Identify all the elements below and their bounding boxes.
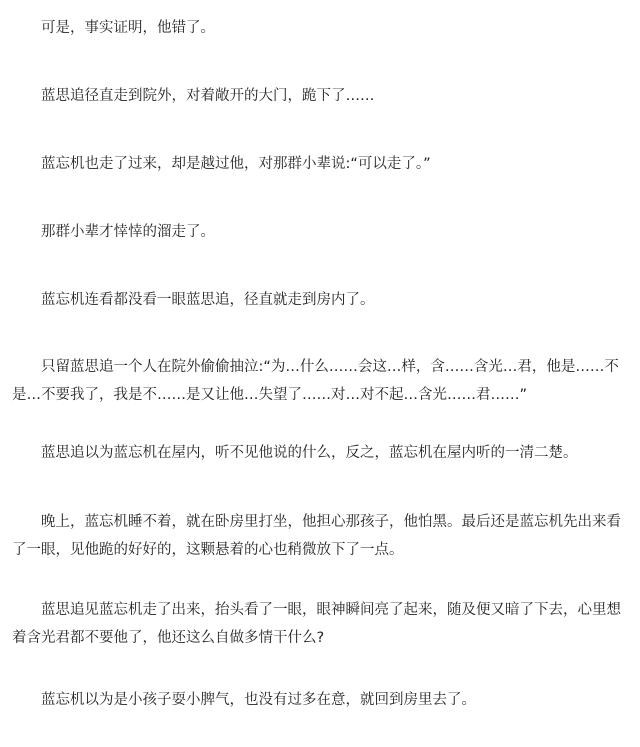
paragraph: 只留蓝思追一个人在院外偷偷抽泣:“为…什么……会这…样，含……含光…君，他是……不是…不要我了，我是不……是又让他…失望了……对…对不起…含光……君……” xyxy=(12,359,619,403)
paragraph: 可是，事实证明，他错了。 xyxy=(41,20,215,36)
paragraph: 蓝忘机连看都没看一眼蓝思追，径直就走到房内了。 xyxy=(41,292,375,308)
paragraph: 蓝忘机也走了过来，却是越过他，对那群小辈说:“可以走了。” xyxy=(41,156,431,172)
paragraph: 蓝忘机以为是小孩子耍小脾气，也没有过多在意，就回到房里去了。 xyxy=(41,692,476,708)
paragraph: 蓝思追径直走到院外，对着敞开的大门，跪下了…… xyxy=(41,88,375,104)
paragraph: 蓝思追见蓝忘机走了出来，抬头看了一眼，眼神瞬间亮了起来，随及便又暗了下去，心里想着含光君都不要他了，他还这么自做多情干什么? xyxy=(12,602,621,646)
paragraph: 晚上，蓝忘机睡不着，就在卧房里打坐，他担心那孩子，他怕黑。最后还是蓝忘机先出来看了一眼，见他跪的好好的，这颗悬着的心也稍微放下了一点。 xyxy=(12,514,621,558)
paragraph: 那群小辈才悻悻的溜走了。 xyxy=(41,224,215,240)
paragraph: 蓝思追以为蓝忘机在屋内，听不见他说的什么，反之，蓝忘机在屋内听的一清二楚。 xyxy=(41,445,578,461)
